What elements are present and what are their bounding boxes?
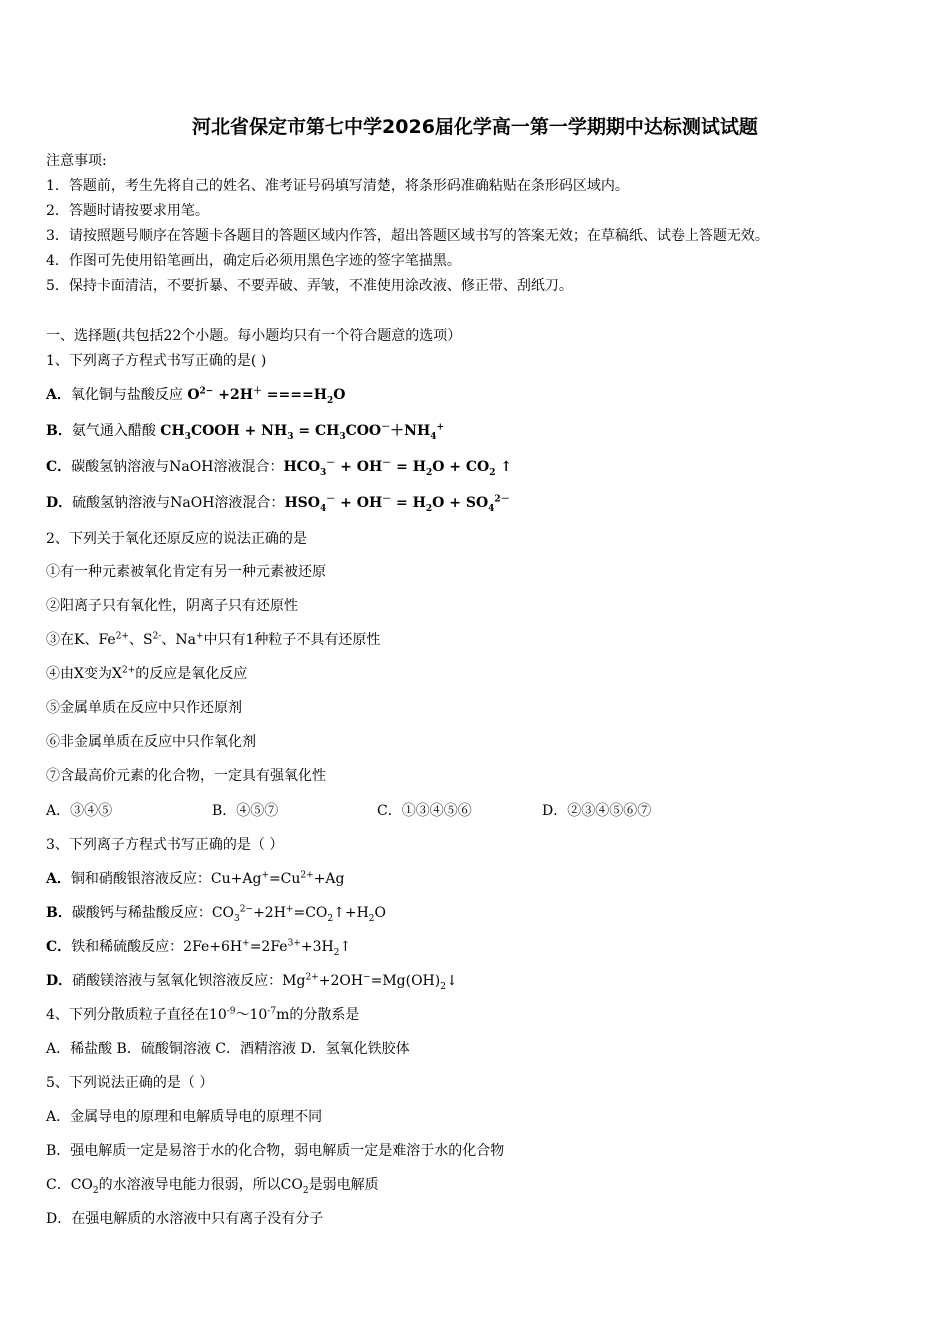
question-1-stem: 1、下列离子方程式书写正确的是( ) bbox=[46, 353, 267, 369]
question-2-statement: ②阳离子只有氧化性，阴离子只有还原性 bbox=[46, 598, 298, 614]
question-3-option-d: D．硝酸镁溶液与氢氧化钡溶液反应：$Mg^{2+}+2OH^-=Mg(OH)_2↓$ bbox=[46, 972, 458, 992]
question-5-option-b: B．强电解质一定是易溶于水的化合物，弱电解质一定是难溶于水的化合物 bbox=[46, 1143, 505, 1159]
question-2-option-d: D．②③④⑤⑥⑦ bbox=[542, 803, 652, 819]
notice-heading: 注意事项: bbox=[46, 153, 107, 169]
question-1-option-c: C．碳酸氢钠溶液与NaOH溶液混合：$HCO_3^- + OH^- = H_2O + CO_2$ ↑ bbox=[46, 458, 513, 478]
question-5-option-c: C．$CO_2$的水溶液导电能力很弱，所以$CO_2$是弱电解质 bbox=[46, 1177, 379, 1196]
question-4-options: A．稀盐酸 B．硫酸铜溶液 C．酒精溶液 D．氢氧化铁胶体 bbox=[46, 1041, 410, 1057]
question-2-option-c: C．①③④⑤⑥ bbox=[377, 803, 472, 819]
question-2-statement: ⑤金属单质在反应中只作还原剂 bbox=[46, 700, 242, 716]
question-2-statement: ⑦含最高价元素的化合物，一定具有强氧化性 bbox=[46, 768, 326, 784]
question-2-statement: ①有一种元素被氧化肯定有另一种元素被还原 bbox=[46, 564, 326, 580]
question-1-option-d: D．硫酸氢钠溶液与NaOH溶液混合：$HSO_4^- + OH^- = H_2O + SO_4^{2-}$ bbox=[46, 494, 510, 514]
question-2-option-b: B．④⑤⑦ bbox=[212, 803, 279, 819]
question-2-statement: ⑥非金属单质在反应中只作氧化剂 bbox=[46, 734, 256, 750]
question-2-stem: 2、下列关于氧化还原反应的说法正确的是 bbox=[46, 531, 307, 547]
notice-item: 1．答题前，考生先将自己的姓名、准考证号码填写清楚，将条形码准确粘贴在条形码区域内。 bbox=[46, 178, 629, 194]
notice-item: 3．请按照题号顺序在答题卡各题目的答题区域内作答，超出答题区域书写的答案无效；在草稿纸、试卷上答题无效。 bbox=[46, 228, 769, 244]
question-5-option-a: A．金属导电的原理和电解质导电的原理不同 bbox=[46, 1109, 323, 1125]
question-2-statement: ③在K、$Fe^{2+}$、$S^{2-}$、Na+中只有1种粒子不具有还原性 bbox=[46, 631, 381, 648]
question-3-option-b: B．碳酸钙与稀盐酸反应：$CO_3^{2-}+2H^+=CO_2↑+H_2O$ bbox=[46, 904, 387, 924]
question-4-stem: 4、下列分散质粒子直径在$10^{-9}\sim 10^{-7}m$的分散系是 bbox=[46, 1006, 360, 1023]
section-heading: 一、选择题(共包括22个小题。每小题均只有一个符合题意的选项） bbox=[46, 328, 462, 344]
notice-item: 5．保持卡面清洁，不要折暴、不要弄破、弄皱，不准使用涂改液、修正带、刮纸刀。 bbox=[46, 278, 573, 294]
question-1-option-a: A．氧化铜与盐酸反应 $O^{2-} +2H^+ ====H_2O$ bbox=[46, 386, 346, 406]
notice-item: 2．答题时请按要求用笔。 bbox=[46, 203, 209, 219]
question-5-stem: 5、下列说法正确的是（ ） bbox=[46, 1075, 214, 1091]
question-3-option-a: A．铜和硝酸银溶液反应：$Cu+Ag^+=Cu^{2+}+Ag$ bbox=[46, 870, 345, 887]
question-5-option-d: D．在强电解质的水溶液中只有离子没有分子 bbox=[46, 1211, 324, 1227]
question-1-option-b: B．氨气通入醋酸 $CH_3COOH + NH_3 = CH_3COO^-+NH_4^+$ bbox=[46, 422, 444, 442]
notice-item: 4．作图可先使用铅笔画出，确定后必须用黑色字迹的签字笔描黑。 bbox=[46, 253, 461, 269]
question-3-stem: 3、下列离子方程式书写正确的是（ ） bbox=[46, 837, 284, 853]
question-2-statement: ④由X变为$X^{2+}$的反应是氧化反应 bbox=[46, 665, 248, 682]
question-2-option-a: A．③④⑤ bbox=[46, 803, 113, 819]
question-3-option-c: C．铁和稀硫酸反应：$2Fe+6H^+=2Fe^{3+}+3H_2↑$ bbox=[46, 938, 352, 958]
page-title: 河北省保定市第七中学2026届化学高一第一学期期中达标测试试题 bbox=[192, 116, 758, 138]
